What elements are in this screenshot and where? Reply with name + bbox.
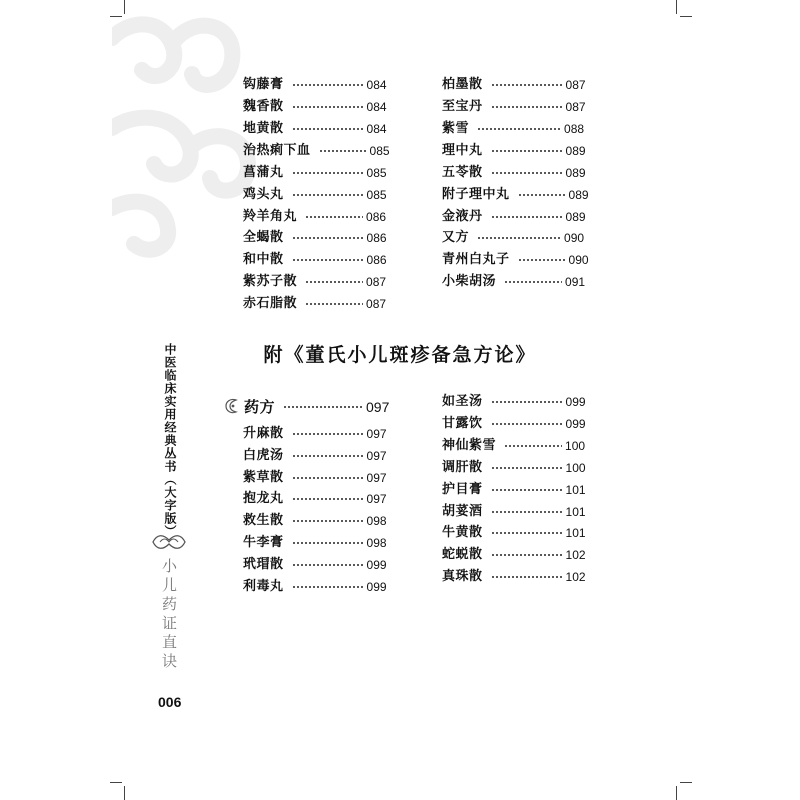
dot-leader xyxy=(491,489,563,491)
page-number: 006 xyxy=(158,694,182,710)
dot-leader xyxy=(518,194,566,196)
dot-leader xyxy=(491,467,563,469)
dot-leader xyxy=(292,106,364,108)
toc-entry[interactable]: 金液丹 089 xyxy=(442,209,586,224)
dot-leader xyxy=(292,498,364,500)
dot-leader xyxy=(491,532,563,534)
toc-entry[interactable]: 升麻散 097 xyxy=(243,426,387,441)
toc-entry[interactable]: 青州白丸子 090 xyxy=(442,252,589,267)
crop-mark xyxy=(676,786,677,800)
dot-leader xyxy=(491,423,563,425)
dot-leader xyxy=(292,564,364,566)
toc-entry[interactable]: 救生散 098 xyxy=(243,513,387,528)
dot-leader xyxy=(518,259,566,261)
dot-leader xyxy=(491,554,563,556)
dot-leader xyxy=(292,520,364,522)
dot-leader xyxy=(491,84,563,86)
toc-entry[interactable]: 菖蒲丸 085 xyxy=(243,165,387,180)
dot-leader xyxy=(491,150,563,152)
dot-leader xyxy=(491,172,563,174)
dot-leader xyxy=(283,406,363,408)
dot-leader xyxy=(305,303,363,305)
ornament-icon xyxy=(151,532,187,552)
toc-entry[interactable]: 白虎汤 097 xyxy=(243,448,387,463)
toc-entry[interactable]: 和中散 086 xyxy=(243,252,387,267)
toc-entry[interactable]: 调肝散 100 xyxy=(442,460,586,475)
toc-entry[interactable]: 魏香散 084 xyxy=(243,99,387,114)
section-mark-icon xyxy=(224,397,240,415)
dot-leader xyxy=(491,216,563,218)
toc-entry[interactable]: 全蝎散 086 xyxy=(243,230,387,245)
toc-entry[interactable]: 羚羊角丸 086 xyxy=(243,209,387,224)
crop-mark xyxy=(680,782,692,783)
dot-leader xyxy=(292,128,364,130)
appendix-title: 附《董氏小儿斑疹备急方论》 xyxy=(263,344,537,366)
dot-leader xyxy=(504,445,562,447)
toc-entry[interactable]: 真珠散 102 xyxy=(442,569,586,584)
book-title: 小儿药证直诀 xyxy=(160,558,178,672)
dot-leader xyxy=(292,259,364,261)
dot-leader xyxy=(491,576,563,578)
dot-leader xyxy=(292,586,364,588)
dot-leader xyxy=(477,237,561,239)
crop-mark xyxy=(124,786,125,800)
toc-entry[interactable]: 鸡头丸 085 xyxy=(243,187,387,202)
toc-entry[interactable]: 如圣汤 099 xyxy=(442,394,586,409)
dot-leader xyxy=(504,281,562,283)
toc-entry[interactable]: 赤石脂散 087 xyxy=(243,296,387,311)
dot-leader xyxy=(292,542,364,544)
toc-entry[interactable]: 钩藤膏 084 xyxy=(243,77,387,92)
toc-entry[interactable]: 胡荽酒 101 xyxy=(442,504,586,519)
toc-entry[interactable]: 理中丸 089 xyxy=(442,143,586,158)
dot-leader xyxy=(292,455,364,457)
crop-mark xyxy=(680,16,692,17)
toc-entry[interactable]: 地黄散 084 xyxy=(243,121,387,136)
toc-entry[interactable]: 紫雪 088 xyxy=(442,121,585,136)
crop-mark xyxy=(110,782,122,783)
toc-entry[interactable]: 蛇蜕散 102 xyxy=(442,547,586,562)
toc-entry[interactable]: 紫苏子散 087 xyxy=(243,274,387,289)
dot-leader xyxy=(491,401,563,403)
toc-entry[interactable]: 甘露饮 099 xyxy=(442,416,586,431)
toc-entry[interactable]: 利毒丸 099 xyxy=(243,579,387,594)
dot-leader xyxy=(292,172,364,174)
dot-leader xyxy=(292,237,364,239)
dot-leader xyxy=(319,150,367,152)
toc-entry[interactable]: 小柴胡汤 091 xyxy=(442,274,586,289)
dot-leader xyxy=(491,106,563,108)
dot-leader xyxy=(305,216,363,218)
toc-entry[interactable]: 神仙紫雪 100 xyxy=(442,438,586,453)
toc-entry[interactable]: 五苓散 089 xyxy=(442,165,586,180)
dot-leader xyxy=(477,128,561,130)
series-title: 中医临床实用经典丛书（大字版） xyxy=(163,343,177,538)
dot-leader xyxy=(292,477,364,479)
dot-leader xyxy=(491,511,563,513)
toc-entry[interactable]: 紫草散 097 xyxy=(243,470,387,485)
toc-entry[interactable]: 治热痢下血 085 xyxy=(243,143,390,158)
section-heading[interactable]: 药方 097 xyxy=(244,398,390,416)
dot-leader xyxy=(292,433,364,435)
toc-entry[interactable]: 至宝丹 087 xyxy=(442,99,586,114)
toc-entry[interactable]: 又方 090 xyxy=(442,230,585,245)
toc-entry[interactable]: 护目膏 101 xyxy=(442,482,586,497)
toc-entry[interactable]: 牛黄散 101 xyxy=(442,525,586,540)
crop-mark xyxy=(676,0,677,14)
toc-entry[interactable]: 抱龙丸 097 xyxy=(243,491,387,506)
toc-entry[interactable]: 玳瑁散 099 xyxy=(243,557,387,572)
dot-leader xyxy=(292,84,364,86)
cloud-pattern-icon xyxy=(112,8,262,258)
toc-entry[interactable]: 附子理中丸 089 xyxy=(442,187,589,202)
toc-entry[interactable]: 牛李膏 098 xyxy=(243,535,387,550)
dot-leader xyxy=(292,194,364,196)
toc-entry[interactable]: 柏墨散 087 xyxy=(442,77,586,92)
dot-leader xyxy=(305,281,363,283)
